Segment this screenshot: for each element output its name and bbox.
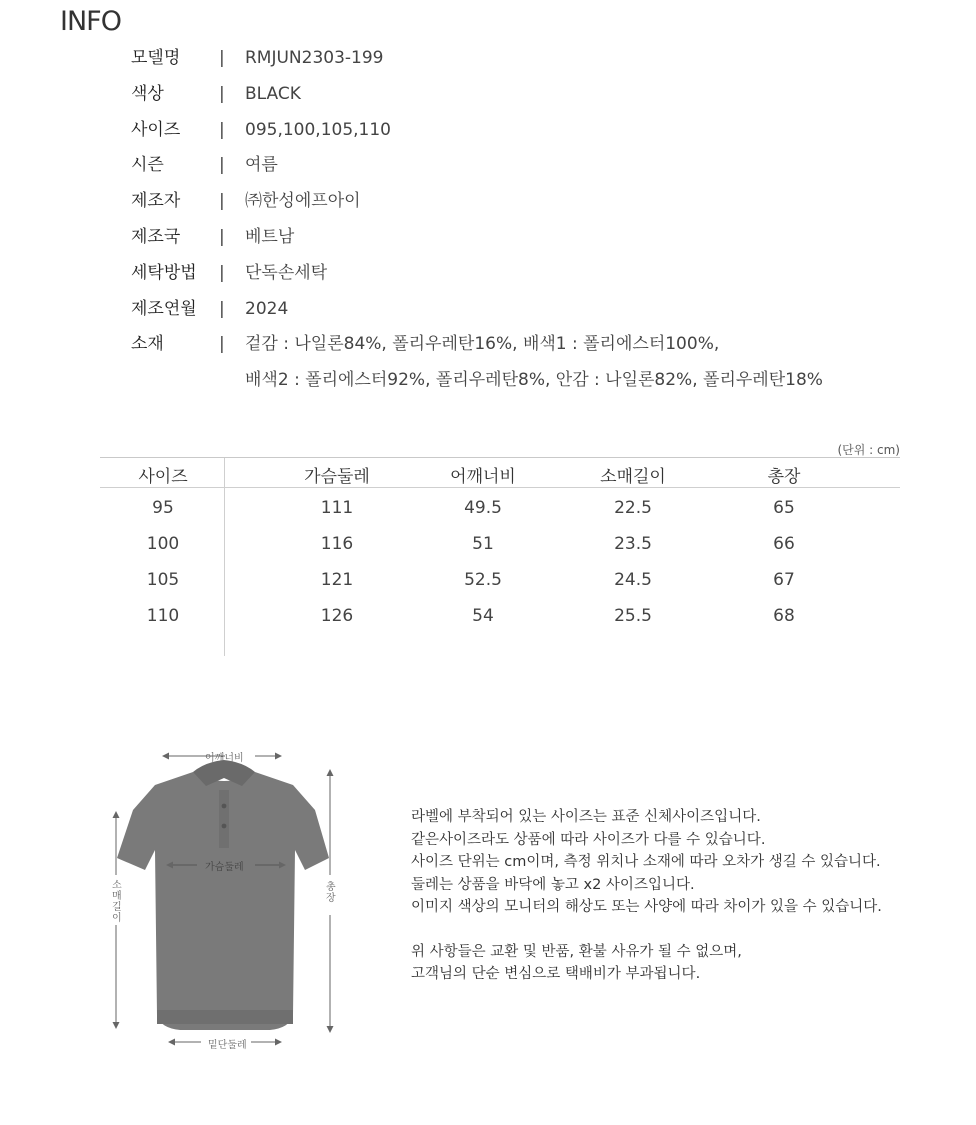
info-value: 2024 [245,298,289,319]
info-separator: | [219,48,225,68]
note-line: 이미지 색상의 모니터의 해상도 또는 사양에 따라 차이가 있을 수 있습니다. [411,899,882,915]
table-cell: 25.5 [614,606,652,626]
info-label: 소재 [131,334,164,355]
info-title: INFO [60,6,121,37]
info-label: 제조자 [131,191,181,212]
info-label: 사이즈 [131,119,181,140]
size-notes [411,806,882,986]
table-cell: 66 [773,534,795,554]
table-cell: 68 [773,606,795,626]
table-cell: 105 [146,570,180,590]
table-cell: 126 [320,606,354,626]
table-cell: 67 [773,570,795,590]
table-header-divider [100,487,900,488]
info-row-date [131,292,891,328]
measurement-diagram [105,740,345,1060]
table-cell: 54 [472,606,494,626]
info-separator: | [219,119,225,140]
product-info-table [131,41,891,391]
note-line: 둘레는 상품을 바닥에 놓고 x2 사이즈입니다. [411,876,695,893]
info-separator: | [219,298,225,319]
table-cell: 22.5 [614,498,652,518]
info-row-size [131,113,891,149]
info-row-model [131,41,891,77]
info-label: 색상 [131,83,164,104]
length-label: 총장 [326,882,336,904]
table-cell: 111 [320,498,354,518]
table-cell: 23.5 [614,534,652,554]
header-length: 총장 [767,467,801,487]
size-table [100,457,900,658]
info-row-material [131,327,891,391]
table-cell: 49.5 [464,498,502,518]
header-shoulder: 어깨너비 [450,467,516,487]
info-value: 여름 [245,155,278,176]
table-cell: 121 [320,570,354,590]
info-value-continued: 배색2 : 폴리에스터92%, 폴리우레탄8%, 안감 : 나일론82%, 폴리우레탄18% [245,370,823,391]
hem-label: 밑단둘레 [208,1040,247,1051]
header-chest: 가슴둘레 [304,467,370,487]
header-sleeve: 소매길이 [600,467,666,487]
unit-label: (단위 : cm) [837,443,900,457]
info-row-washing [131,256,891,292]
info-separator: | [219,191,225,212]
sleeve-label: 소매길이 [112,880,122,924]
note-spacer [411,919,882,941]
info-value: RMJUN2303-199 [245,48,384,68]
table-cell: 52.5 [464,570,502,590]
polo-shirt-diagram [105,740,345,1060]
info-label: 제조국 [131,226,181,247]
note-line: 사이즈 단위는 cm이며, 측정 위치나 소재에 따라 오차가 생길 수 있습니다. [411,854,881,870]
info-value: 베트남 [245,226,295,247]
info-row-season [131,148,891,184]
note-line: 같은사이즈라도 상품에 따라 사이즈가 다를 수 있습니다. [411,831,766,848]
info-label: 제조연월 [131,298,197,319]
info-value: 단독손세탁 [245,262,328,283]
info-label: 시즌 [131,155,164,176]
info-separator: | [219,83,225,104]
table-cell: 116 [320,534,354,554]
note-line: 고객님의 단순 변심으로 택배비가 부과됩니다. [411,966,701,982]
info-row-country [131,220,891,256]
info-separator: | [219,262,225,283]
note-line: 위 사항들은 교환 및 반품, 환불 사유가 될 수 없으며, [411,943,742,960]
info-separator: | [219,155,225,176]
table-cell: 100 [146,534,180,554]
info-value: 겉감 : 나일론84%, 폴리우레탄16%, 배색1 : 폴리에스터100%, [245,334,720,355]
header-size: 사이즈 [138,467,188,487]
info-separator: | [219,226,225,247]
table-cell: 110 [146,606,180,626]
info-value: ㈜한성에프아이 [245,191,361,212]
table-cell: 65 [773,498,795,518]
table-cell: 24.5 [614,570,652,590]
info-separator: | [219,334,225,355]
info-row-manufacturer [131,184,891,220]
info-label: 세탁방법 [131,262,197,283]
info-row-color [131,77,891,113]
info-value: BLACK [245,83,301,104]
info-value: 095,100,105,110 [245,119,392,140]
info-label: 모델명 [131,48,181,68]
table-cell: 95 [152,498,174,518]
chest-label: 가슴둘레 [205,862,244,873]
table-cell: 51 [472,534,494,554]
shoulder-label: 어깨너비 [205,753,244,764]
note-line: 라벨에 부착되어 있는 사이즈는 표준 신체사이즈입니다. [411,809,761,825]
